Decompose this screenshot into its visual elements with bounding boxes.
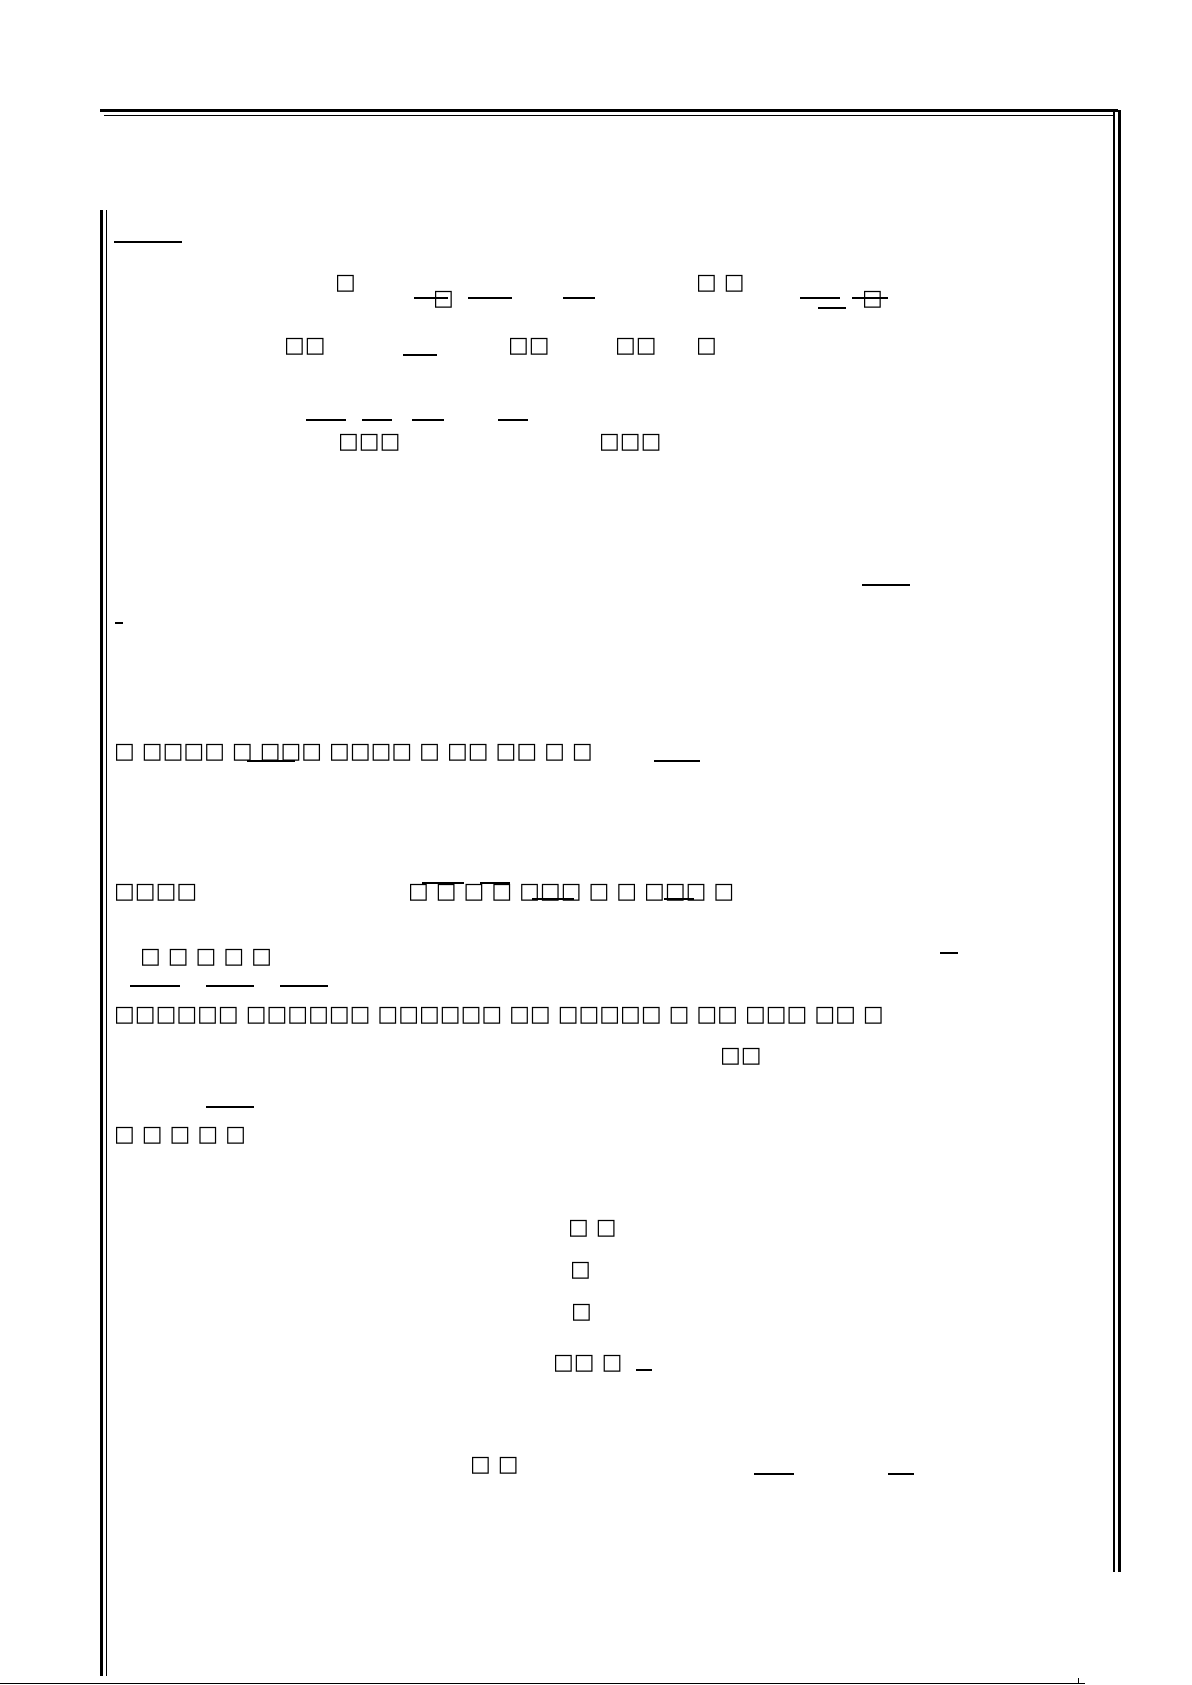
text-line: □ □	[470, 1452, 519, 1477]
text-line: □□	[720, 1043, 762, 1068]
text-line: □ □□□□ □ □□□ □□□□ □ □□ □□ □ □	[114, 739, 593, 764]
text-line: □ □ □ □ □	[114, 1122, 246, 1147]
blank-line	[206, 985, 254, 987]
blank-line	[800, 297, 840, 299]
frame-bottom-border	[0, 1683, 1085, 1684]
blank-line	[654, 760, 700, 762]
blank-line	[115, 622, 123, 624]
blank-line	[468, 297, 512, 299]
blank-line	[563, 297, 595, 299]
blank-line	[114, 241, 182, 243]
text-line: □□□	[599, 429, 662, 454]
blank-line	[412, 419, 444, 421]
text-line: □	[433, 286, 454, 311]
blank-line	[206, 1106, 254, 1108]
text-line: □ □ □ □ □□□ □ □ □□□ □	[408, 879, 735, 904]
text-line: □ □	[568, 1215, 617, 1240]
blank-line	[280, 985, 328, 987]
frame-left-border	[100, 210, 103, 1676]
blank-line	[306, 419, 346, 421]
blank-line	[403, 354, 437, 356]
frame-top-inner-border	[104, 115, 1114, 116]
text-line: □□□	[338, 429, 401, 454]
blank-line	[862, 584, 910, 586]
text-line: □	[335, 270, 356, 295]
blank-line	[362, 419, 392, 421]
blank-line	[888, 1473, 914, 1475]
text-line: □	[571, 1299, 592, 1324]
blank-line	[754, 1473, 794, 1475]
text-line: □ □	[696, 270, 745, 295]
text-line: □ □ □ □ □	[140, 944, 272, 969]
text-line: □□□□	[114, 879, 198, 904]
frame-right-inner-border	[1113, 110, 1115, 1572]
frame-right-border	[1118, 110, 1121, 1572]
blank-line	[940, 952, 958, 954]
blank-line	[498, 419, 528, 421]
frame-top-border	[100, 109, 1118, 112]
text-line: □	[570, 1257, 591, 1282]
blank-line	[130, 985, 180, 987]
text-line: □	[696, 333, 717, 358]
frame-left-inner-border	[106, 210, 107, 1676]
blank-line	[636, 1369, 652, 1371]
blank-line	[818, 307, 846, 309]
text-line: □□	[615, 333, 657, 358]
text-line: □□□□□□ □□□□□□ □□□□□□ □□ □□□□□ □ □□ □□□ □□ □	[114, 1002, 884, 1027]
text-line: □□	[508, 333, 550, 358]
text-line: □	[862, 286, 883, 311]
page-corner-mark	[1078, 1678, 1079, 1684]
text-line: □□	[284, 333, 326, 358]
text-line: □□ □	[553, 1350, 623, 1375]
